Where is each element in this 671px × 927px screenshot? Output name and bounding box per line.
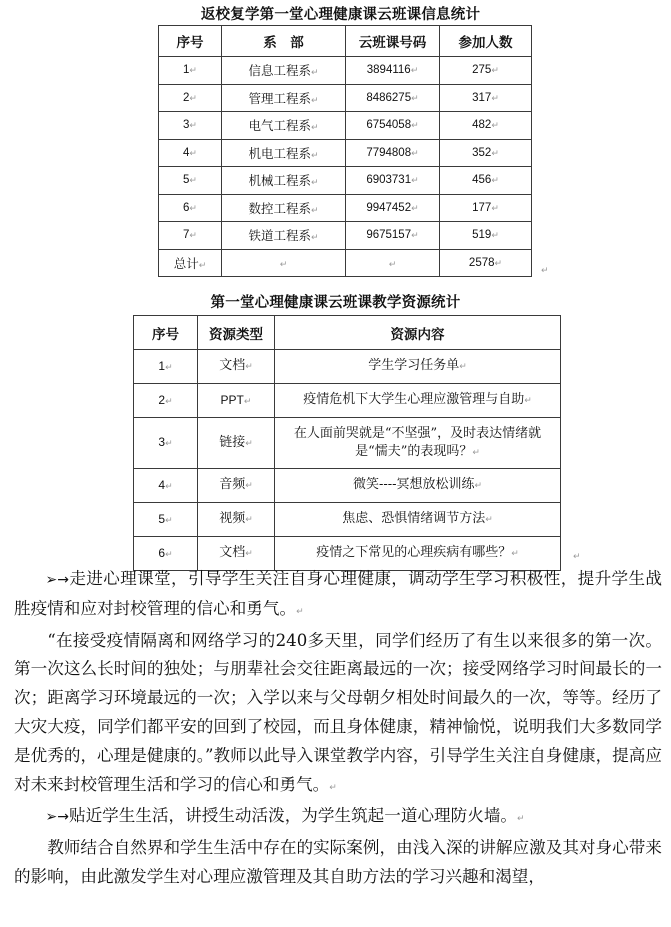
cell-resource-type: 音频↵ [198, 469, 275, 503]
cell-participants: 519↵ [440, 222, 532, 250]
header-index: 序号 [134, 316, 198, 350]
cell-participants: 456↵ [440, 167, 532, 195]
cell-resource-content: 学生学习任务单↵ [275, 350, 561, 384]
header-index: 序号 [159, 26, 222, 57]
table-row [159, 139, 532, 167]
bullet-arrow-icon: ➢→ [45, 809, 69, 826]
table-row [159, 194, 532, 222]
cell-department: 机械工程系↵ [222, 167, 346, 195]
cell-index: 2↵ [159, 84, 222, 112]
cell-empty: ↵ [346, 249, 440, 277]
table-row [134, 384, 561, 418]
table-row [134, 503, 561, 537]
cell-resource-content: 疫情之下常见的心理疾病有哪些？↵ [275, 537, 561, 571]
table-row [134, 350, 561, 384]
table-row [134, 469, 561, 503]
cell-index: 2↵ [134, 384, 198, 418]
cell-index: 5↵ [159, 167, 222, 195]
cell-index: 6↵ [134, 537, 198, 571]
paragraph-bullet-2: ➢→贴近学生生活，讲授生动活泼，为学生筑起一道心理防火墙。↵ [45, 806, 525, 826]
cell-empty: ↵ [222, 249, 346, 277]
cell-department: 数控工程系↵ [222, 194, 346, 222]
cell-index: 4↵ [134, 469, 198, 503]
cell-department: 铁道工程系↵ [222, 222, 346, 250]
row-end-mark: ↵ [573, 552, 581, 562]
cell-department: 管理工程系↵ [222, 84, 346, 112]
cell-index: 4↵ [159, 139, 222, 167]
cell-index: 1↵ [134, 350, 198, 384]
table-row [159, 84, 532, 112]
cell-index: 3↵ [159, 112, 222, 140]
cell-class-code: 6754058↵ [346, 112, 440, 140]
cell-class-code: 9675157↵ [346, 222, 440, 250]
cell-total-value: 2578↵ [440, 249, 532, 277]
cell-class-code: 3894116↵ [346, 57, 440, 85]
cell-resource-content: 在人面前哭就是“不坚强”，及时表达情绪就是“懦夫”的表现吗？↵ [275, 418, 561, 469]
table-row [159, 167, 532, 195]
cell-class-code: 7794808↵ [346, 139, 440, 167]
table-row [159, 57, 532, 85]
header-department: 系 部 [222, 26, 346, 57]
cell-class-code: 8486275↵ [346, 84, 440, 112]
cell-resource-content: 微笑----冥想放松训练↵ [275, 469, 561, 503]
document-body [14, 565, 662, 892]
cell-resource-type: 视频↵ [198, 503, 275, 537]
cell-class-code: 6903731↵ [346, 167, 440, 195]
cell-resource-type: 文档↵ [198, 350, 275, 384]
cell-participants: 275↵ [440, 57, 532, 85]
cell-participants: 352↵ [440, 139, 532, 167]
cell-participants: 177↵ [440, 194, 532, 222]
cell-index: 7↵ [159, 222, 222, 250]
resource-table [133, 315, 561, 571]
cell-index: 6↵ [159, 194, 222, 222]
table-row [134, 418, 561, 469]
class-info-table [158, 25, 532, 277]
table-header-row [134, 316, 561, 350]
cell-resource-type: 文档↵ [198, 537, 275, 571]
row-end-mark: ↵ [541, 266, 549, 276]
cell-index: 3↵ [134, 418, 198, 469]
cell-resource-content: 焦虑、恐惧情绪调节方法↵ [275, 503, 561, 537]
cell-participants: 317↵ [440, 84, 532, 112]
cell-class-code: 9947452↵ [346, 194, 440, 222]
table-row [159, 222, 532, 250]
paragraph-bullet-1: ➢→走进心理课堂，引导学生关注自身心理健康，调动学生学习积极性，提升学生战胜疫情和应对封校管理的信心和勇气。↵ [14, 569, 662, 618]
cell-department: 信息工程系↵ [222, 57, 346, 85]
header-resource-type: 资源类型 [198, 316, 275, 350]
paragraph-teaching: 教师结合自然界和学生生活中存在的实际案例，由浅入深的讲解应激及其对身心带来的影响，由此激发学生对心理应激管理及其自助方法的学习兴趣和渴望， [14, 838, 662, 886]
table-total-row [159, 249, 532, 277]
cell-resource-type: PPT↵ [198, 384, 275, 418]
cell-index: 5↵ [134, 503, 198, 537]
paragraph-quote: “在接受疫情隔离和网络学习的240多天里，同学们经历了有生以来很多的第一次。第一次这么长时间的独处；与朋辈社会交往距离最远的一次；接受网络学习时间最长的一次；距离学习环境最远的一次；入学以来与父母朝夕相处时间最久的一次，等等。经历了大灾大疫，同学们都平安的回到了校园，而且身体健康，精神愉悦，说明我们大多数同学是优秀的，心理是健康的。”教师以此导入课堂教学内容，引导学生关注自身健康，提高应对未来封校管理生活和学习的信心和勇气。↵ [14, 630, 662, 794]
table1-title: 返校复学第一堂心理健康课云班课信息统计 [200, 6, 481, 23]
cell-resource-type: 链接↵ [198, 418, 275, 469]
header-class-code: 云班课号码 [346, 26, 440, 57]
table-header-row [159, 26, 532, 57]
cell-resource-content: 疫情危机下大学生心理应激管理与自助↵ [275, 384, 561, 418]
table-row [159, 112, 532, 140]
table2-title: 第一堂心理健康课云班课教学资源统计 [210, 294, 461, 311]
cell-department: 电气工程系↵ [222, 112, 346, 140]
cell-department: 机电工程系↵ [222, 139, 346, 167]
bullet-arrow-icon: ➢→ [45, 572, 69, 588]
header-participants: 参加人数 [440, 26, 532, 57]
cell-total-label: 总计↵ [159, 249, 222, 277]
cell-participants: 482↵ [440, 112, 532, 140]
cell-index: 1↵ [159, 57, 222, 85]
header-resource-content: 资源内容 [275, 316, 561, 350]
